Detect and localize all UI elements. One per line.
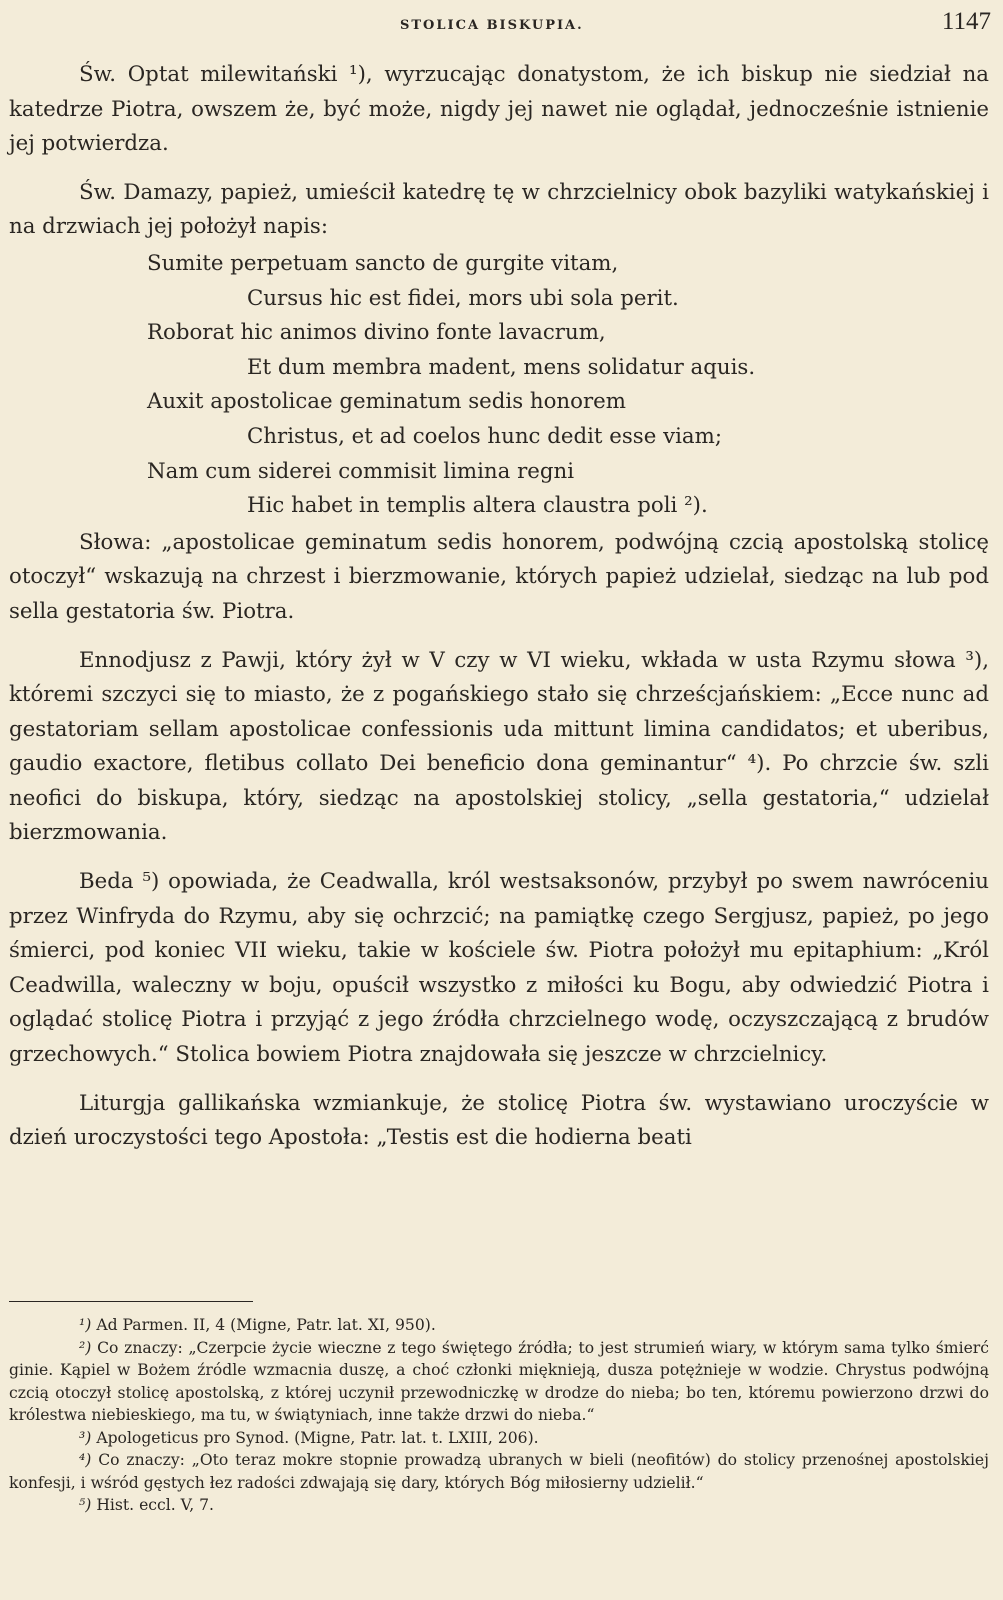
footnote-number: ²) xyxy=(79,1338,92,1357)
footnote-text: Ad Parmen. II, 4 (Migne, Patr. lat. XI, 950). xyxy=(96,1316,436,1334)
footnotes xyxy=(9,1314,989,1517)
page-number: 1147 xyxy=(941,8,991,35)
footnote xyxy=(9,1449,989,1494)
poem-line: Nam cum siderei commisit limina regni xyxy=(147,458,575,484)
footnote-text: Hist. eccl. V, 7. xyxy=(96,1496,215,1514)
footnote-number: ¹) xyxy=(79,1316,92,1334)
paragraph-damazy: Św. Damazy, papież, umieścił katedrę tę w chrzcielnicy obok bazyliki watykańskiej i na drzwiach jej położył napis: xyxy=(9,179,989,240)
poem-line: Auxit apostolicae geminatum sedis honorem xyxy=(147,389,626,415)
paragraph-optat: Św. Optat milewitański ¹), wyrzucając donatystom, że ich biskup nie siedział na katedrze Piotra, owszem że, być może, nigdy jej nawet nie oglądał, jednocześnie istnienie jej potwierdza. xyxy=(9,62,989,157)
poem-line: Roborat hic animos divino fonte lavacrum, xyxy=(147,320,606,346)
footnote xyxy=(9,1494,989,1517)
footnote-number: ⁴) xyxy=(79,1451,92,1469)
footnote-text: Apologeticus pro Synod. (Migne, Patr. lat. t. LXIII, 206). xyxy=(96,1428,539,1447)
main-text xyxy=(9,58,989,1156)
paragraph-liturgja: Liturgja gallikańska wzmiankuje, że stolicę Piotra św. wystawiano uroczyście w dzień uroczystości tego Apostoła: „Testis est die hodierna beati xyxy=(9,1090,989,1151)
poem-line: Hic habet in templis altera claustra poli ²). xyxy=(247,493,708,519)
footnote-divider xyxy=(9,1301,253,1302)
paragraph-ennodjusz: Ennodjusz z Pawji, który żył w V czy w VI wieku, wkłada w usta Rzymu słowa ³), któremi szczyci się to miasto, że z pogańskiego stało się chrześcjańskiem: „Ecce nunc ad gestatoriam sellam apostolicae confessionis uda mittunt limina candidatos; et uberibus, gaudio exactore, fletibus collato Dei beneficio dona geminantur“ ⁴). Po chrzcie św. szli neofici do biskupa, który, siedząc na apostolskiej stolicy, „sella gestatoria,“ udzielał bierzmowania. xyxy=(9,647,989,846)
poem-line: Sumite perpetuam sancto de gurgite vitam, xyxy=(147,250,619,276)
running-head: STOLICA BISKUPIA. xyxy=(400,18,584,33)
latin-inscription xyxy=(147,247,989,524)
paragraph-beda: Beda ⁵) opowiada, że Ceadwalla, król westsaksonów, przybył po swem nawróceniu przez Winfryda do Rzymu, aby się ochrzcić; na pamiątkę czego Sergjusz, papież, po jego śmierci, pod koniec VII wieku, takie w kościele św. Piotra położył mu epitaphium: „Król Ceadwilla, waleczny w boju, opuścił wszystko z miłości ku Bogu, aby odwiedzić Piotra i oglądać stolicę Piotra i przyjąć z jego źródła chrzcielnego wodę, oczyszczającą z brudów grzechowych.“ Stolica bowiem Piotra znajdowała się jeszcze w chrzcielnicy. xyxy=(9,869,989,1068)
poem-line: Christus, et ad coelos hunc dedit esse viam; xyxy=(247,423,722,449)
footnote xyxy=(9,1314,989,1337)
footnote-number: ³) xyxy=(79,1428,92,1447)
footnote xyxy=(9,1427,989,1450)
footnote-text: Co znaczy: „Czerpcie życie wieczne z tego świętego źródła; to jest strumień wiary, w którym sama tylko śmierć ginie. Kąpiel w Bożem źródle wzmacnia duszę, a choć członki mięknieją, dusza potężnieje w wodzie. Chrystus podwójną czcią otoczył stolicę apostolską, z której uczynił przewodniczkę w drodze do nieba; bo ten, któremu powierzono drzwi do królestwa niebieskiego, ma tu, w świątyniach, inne także drzwi do nieba.“ xyxy=(9,1338,989,1424)
footnote-text: Co znaczy: „Oto teraz mokre stopnie prowadzą ubranych w bieli (neofitów) do stolicy przenośnej apostolskiej konfesji, i wśród gęstych łez radości zdwajają się dary, których Bóg miłosierny udzielił.“ xyxy=(9,1451,989,1492)
poem-line: Cursus hic est fidei, mors ubi sola perit. xyxy=(247,285,679,311)
poem-line: Et dum membra madent, mens solidatur aquis. xyxy=(247,354,756,380)
page-header xyxy=(0,8,1003,38)
footnote-number: ⁵) xyxy=(79,1496,92,1514)
footnote xyxy=(9,1337,989,1427)
paragraph-slowa: Słowa: „apostolicae geminatum sedis honorem, podwójną czcią apostolską stolicę otoczył“ wskazują na chrzest i bierzmowanie, których papież udzielał, siedząc na lub pod sella gestatoria św. Piotra. xyxy=(9,529,989,624)
